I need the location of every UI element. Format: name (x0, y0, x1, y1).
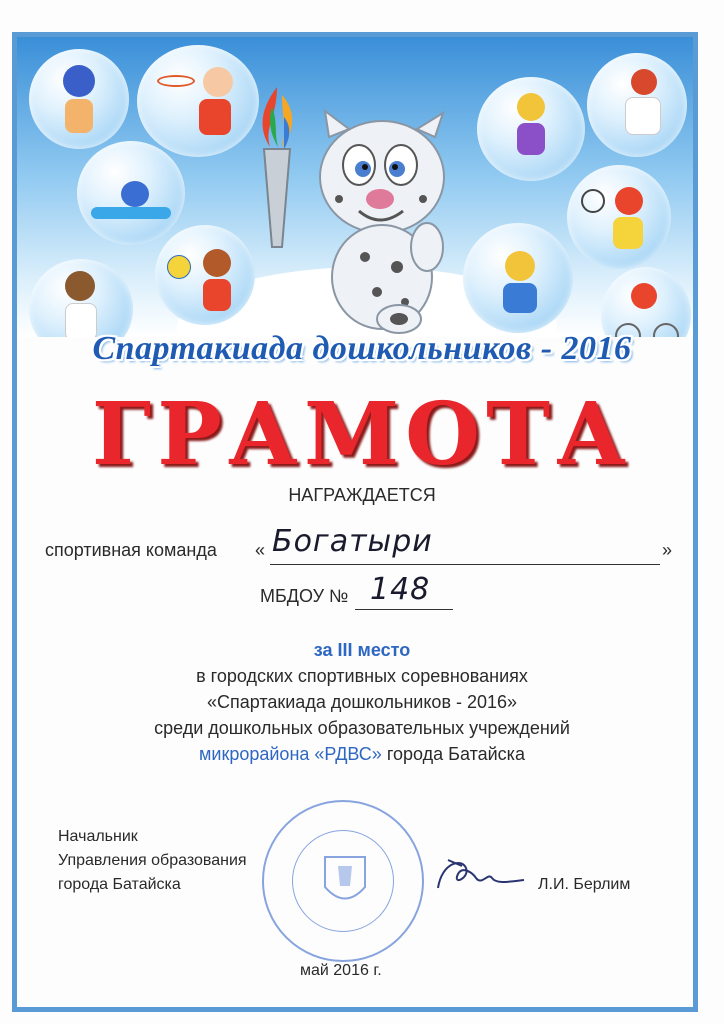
signer-title-3: города Батайска (58, 876, 181, 893)
school-label: МБДОУ № (260, 586, 349, 606)
header-illustration (17, 37, 693, 337)
city-text: города Батайска (381, 744, 525, 764)
competition-line-4 (0, 744, 724, 765)
school-number: 148 (370, 572, 431, 607)
signature-icon (432, 852, 528, 902)
school-number-underline (355, 609, 453, 610)
signer-title-1: Начальник (58, 828, 138, 845)
skater-bubble (463, 223, 573, 333)
cyclist-bubble (601, 267, 691, 337)
tennis-bubble (567, 165, 671, 269)
basketball-bubble (137, 45, 259, 157)
skier-bubble (477, 77, 585, 181)
awarded-label: НАГРАЖДАЕТСЯ (288, 485, 436, 505)
team-name: Богатыри (272, 524, 433, 559)
team-label: спортивная команда (45, 540, 217, 560)
quote-open: « (255, 540, 266, 560)
team-name-underline (270, 564, 660, 565)
swimmer-bubble (77, 141, 185, 245)
boxer-bubble (29, 49, 129, 149)
official-seal-icon (262, 800, 424, 962)
document-title: ГРАМОТА (91, 384, 633, 485)
snow-leopard-mascot-icon (287, 107, 477, 337)
event-title: Спартакиада дошкольников - 2016 (92, 330, 632, 367)
competition-line-3: среди дошкольных образовательных учреждений (154, 718, 570, 738)
signer-title-2: Управления образования (58, 852, 247, 869)
karate-bubble (587, 53, 687, 157)
signer-name: Л.И. Берлим (538, 876, 631, 893)
issue-date: май 2016 г. (300, 962, 382, 979)
competition-line-1: в городских спортивных соревнованиях (196, 666, 528, 686)
competition-line-2: «Спартакиада дошкольников - 2016» (206, 692, 518, 712)
district-name: микрорайона «РДВС» (199, 744, 382, 764)
place-text: за III место (313, 640, 411, 660)
volleyball-bubble (155, 225, 255, 325)
quote-close: » (662, 540, 673, 560)
runner-bubble (29, 259, 133, 337)
